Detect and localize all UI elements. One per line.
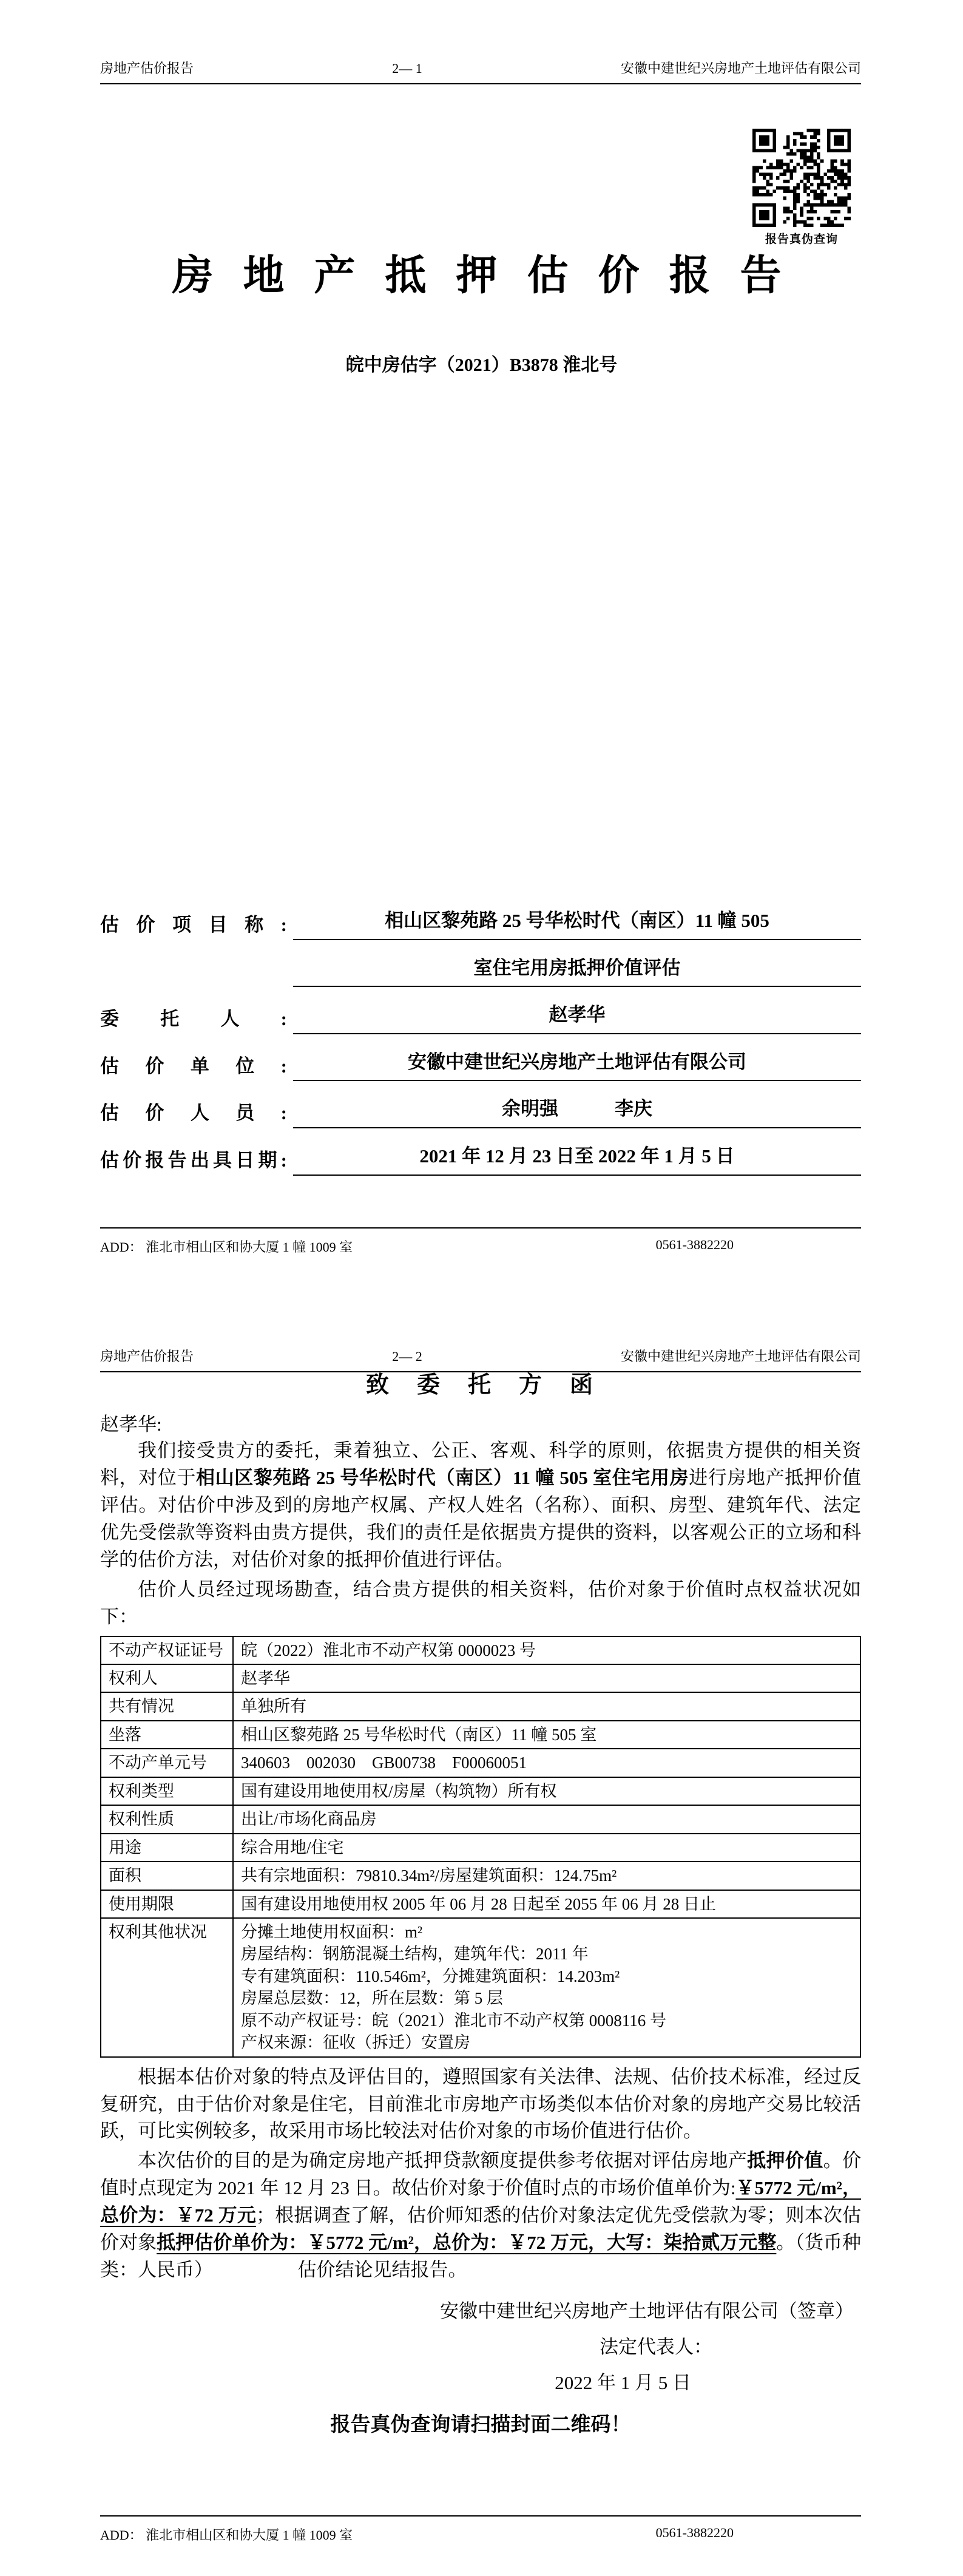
row-value: 皖（2022）淮北市不动产权第 0000023 号 (233, 1636, 860, 1664)
footer-address: ADD： 淮北市相山区和协大厦 1 幢 1009 室 (100, 2527, 353, 2543)
paragraph-segment: 。价值时点现定为 2021 年 12 月 23 日。故估价对象于价值时点的市场价值单价为: (100, 2150, 862, 2199)
row-label: 不动产单元号 (101, 1749, 233, 1777)
table-row (101, 1890, 860, 1918)
paragraph-segment-emphasis: 抵押价值 (747, 2150, 823, 2172)
signature-date: 2022 年 1 月 5 日 (555, 2371, 691, 2393)
row-value: 出让/市场化商品房 (233, 1805, 860, 1833)
row-value: 国有建设用地使用权 2005 年 06 月 28 日起至 2055 年 06 月 28 日止 (233, 1890, 860, 1918)
table-row (101, 1805, 860, 1833)
field-row-agency (100, 1047, 861, 1082)
row-label: 权利性质 (101, 1805, 233, 1833)
field-row-appraisers (100, 1094, 861, 1128)
row-value: 单独所有 (233, 1692, 860, 1720)
table-row-other-rights (101, 1918, 860, 2057)
signature-legal-representative: 法定代表人： (600, 2336, 712, 2357)
property-rights-table (100, 1636, 861, 2058)
letter-paragraph-survey: 估价人员经过现场勘查，结合贵方提供的相关资料，估价对象于价值时点权益状况如下： (100, 1578, 861, 1627)
paragraph-segment: 。（货币种类：人民币） (100, 2232, 862, 2281)
letter-paragraph-conclusion (100, 2147, 861, 2284)
table-row (101, 1777, 860, 1805)
table-row (101, 1664, 860, 1692)
row-value: 综合用地/住宅 (233, 1834, 860, 1862)
signature-company: 安徽中建世纪兴房地产土地评估有限公司（签章） (440, 2300, 854, 2322)
page1-header (100, 58, 861, 84)
row-label: 权利其他状况 (101, 1918, 233, 2057)
field-value: 2021 年 12 月 23 日至 2022 年 1 月 5 日 (293, 1141, 861, 1176)
row-label: 面积 (101, 1862, 233, 1890)
letter-title: 致 委 托 方 函 (365, 1372, 595, 1398)
row-label: 使用期限 (101, 1890, 233, 1918)
row-label: 权利类型 (101, 1777, 233, 1805)
other-rights-line: 原不动产权证号：皖（2021）淮北市不动产权第 0008116 号 (241, 2011, 666, 2030)
scan-qr-note: 报告真伪查询请扫描封面二维码！ (330, 2413, 631, 2436)
footer-phone: 0561-3882220 (655, 1237, 734, 1252)
row-label: 权利人 (101, 1664, 233, 1692)
field-row-report-date (100, 1141, 861, 1176)
field-label: 估价报告出具日期: (100, 1149, 287, 1171)
paragraph-segment: 我们接受贵方的委托，秉着独立、公正、客观、科学的原则，依据贵方提供的相关资料，对位于 (100, 1440, 861, 1488)
report-document-number: 皖中房估字（2021）B3878 淮北号 (345, 355, 618, 375)
page2-footer (100, 2515, 861, 2544)
signature-block (100, 2294, 861, 2401)
letter-salutation: 赵孝华: (100, 1414, 162, 1435)
other-rights-line: 分摊土地使用权面积：m² (241, 1922, 423, 1941)
paragraph-segment-value: 抵押估价单价为：￥5772 元/m²，总价为：￥72 万元，大写：柒拾贰万元整 (157, 2232, 777, 2254)
table-row (101, 1721, 860, 1749)
paragraph-segment: ；根据调查了解，估价师知悉的估价对象法定优先受偿款为零；则本次估价对象 (100, 2205, 861, 2254)
row-label: 坐落 (101, 1721, 233, 1749)
paragraph-segment: 进行房地产抵押价值评估。对估价中涉及到的房地产权属、产权人姓名（名称）、面积、房型、建筑年代、法定优先受偿款等资料由贵方提供，我们的责任是依据贵方提供的资料，以客观公正的立场和科学的估价方法，对估价对象的抵押价值进行评估。 (100, 1466, 862, 1570)
table-row (101, 1636, 860, 1664)
field-value: 安徽中建世纪兴房地产土地评估有限公司 (293, 1047, 861, 1082)
header-company-name: 安徽中建世纪兴房地产土地评估有限公司 (620, 1349, 861, 1364)
row-value: 国有建设用地使用权/房屋（构筑物）所有权 (233, 1777, 860, 1805)
cover-fields (100, 906, 861, 1188)
letter-paragraph-method: 根据本估价对象的特点及评估目的，遵照国家有关法律、法规、估价技术标准，经过反复研究，由于估价对象是住宅，目前淮北市房地产市场类似本估价对象的房地产交易比较活跃，可比实例较多，故采用市场比较法对估价对象的市场价值进行估价。 (100, 2066, 861, 2142)
row-value: 340603 002030 GB00738 F00060051 (233, 1749, 860, 1777)
row-label: 不动产权证证号 (101, 1636, 233, 1664)
other-rights-line: 房屋总层数：12，所在层数：第 5 层 (241, 1989, 503, 2008)
report-page-2 (0, 1288, 963, 2576)
header-company-name: 安徽中建世纪兴房地产土地评估有限公司 (620, 61, 861, 76)
row-value: 赵孝华 (233, 1664, 860, 1692)
row-value: 相山区黎苑路 25 号华松时代（南区）11 幢 505 室 (233, 1721, 860, 1749)
header-page-number: 2— 2 (392, 1349, 422, 1364)
row-value: 共有宗地面积：79810.34m²/房屋建筑面积：124.75m² (233, 1862, 860, 1890)
report-title: 房 地 产 抵 押 估 价 报 告 (172, 253, 791, 299)
row-label: 用途 (101, 1834, 233, 1862)
paragraph-segment: 估价结论见结报告。 (297, 2259, 467, 2281)
table-row (101, 1692, 860, 1720)
field-value: 室住宅用房抵押价值评估 (293, 953, 861, 988)
qr-block (752, 129, 851, 246)
header-report-name: 房地产估价报告 (100, 1349, 194, 1364)
field-value: 余明强 李庆 (293, 1094, 861, 1128)
header-report-name: 房地产估价报告 (100, 61, 194, 76)
field-label: 委 托 人 : (100, 1008, 287, 1030)
field-label: 估 价 人 员 : (100, 1102, 287, 1124)
field-row-project-line2 (100, 953, 861, 988)
other-rights-line: 专有建筑面积：110.546m²，分摊建筑面积：14.203m² (241, 1967, 620, 1985)
letter-content (100, 1366, 861, 2437)
table-row (101, 1749, 860, 1777)
footer-phone: 0561-3882220 (655, 2525, 734, 2540)
table-row (101, 1834, 860, 1862)
field-label: 估 价 项 目 称 : (100, 914, 287, 935)
qr-code-icon (752, 129, 851, 227)
field-row-client (100, 1000, 861, 1034)
field-value: 相山区黎苑路 25 号华松时代（南区）11 幢 505 (293, 906, 861, 940)
page1-footer (100, 1227, 861, 1256)
letter-paragraph-intro (100, 1437, 861, 1574)
paragraph-segment: 本次估价的目的是为确定房地产抵押贷款额度提供参考依据对评估房地产 (138, 2150, 748, 2172)
field-row-project (100, 906, 861, 940)
field-label: 估 价 单 位 : (100, 1055, 287, 1077)
qr-caption: 报告真伪查询 (765, 233, 838, 246)
footer-address: ADD： 淮北市相山区和协大厦 1 幢 1009 室 (100, 1239, 353, 1255)
row-label: 共有情况 (101, 1692, 233, 1720)
field-value: 赵孝华 (293, 1000, 861, 1034)
paragraph-segment-emphasis: 相山区黎苑路 25 号华松时代（南区）11 幢 505 室住宅用房 (196, 1466, 689, 1488)
table-row (101, 1862, 860, 1890)
header-page-number: 2— 1 (392, 61, 422, 76)
other-rights-line: 产权来源：征收（拆迁）安置房 (241, 2033, 470, 2052)
paragraph-segment-value: ￥5772 元/m²，总价为：￥72 万元 (100, 2177, 861, 2226)
other-rights-line: 房屋结构：钢筋混凝土结构，建筑年代：2011 年 (241, 1945, 589, 1964)
row-value (233, 1918, 860, 2057)
